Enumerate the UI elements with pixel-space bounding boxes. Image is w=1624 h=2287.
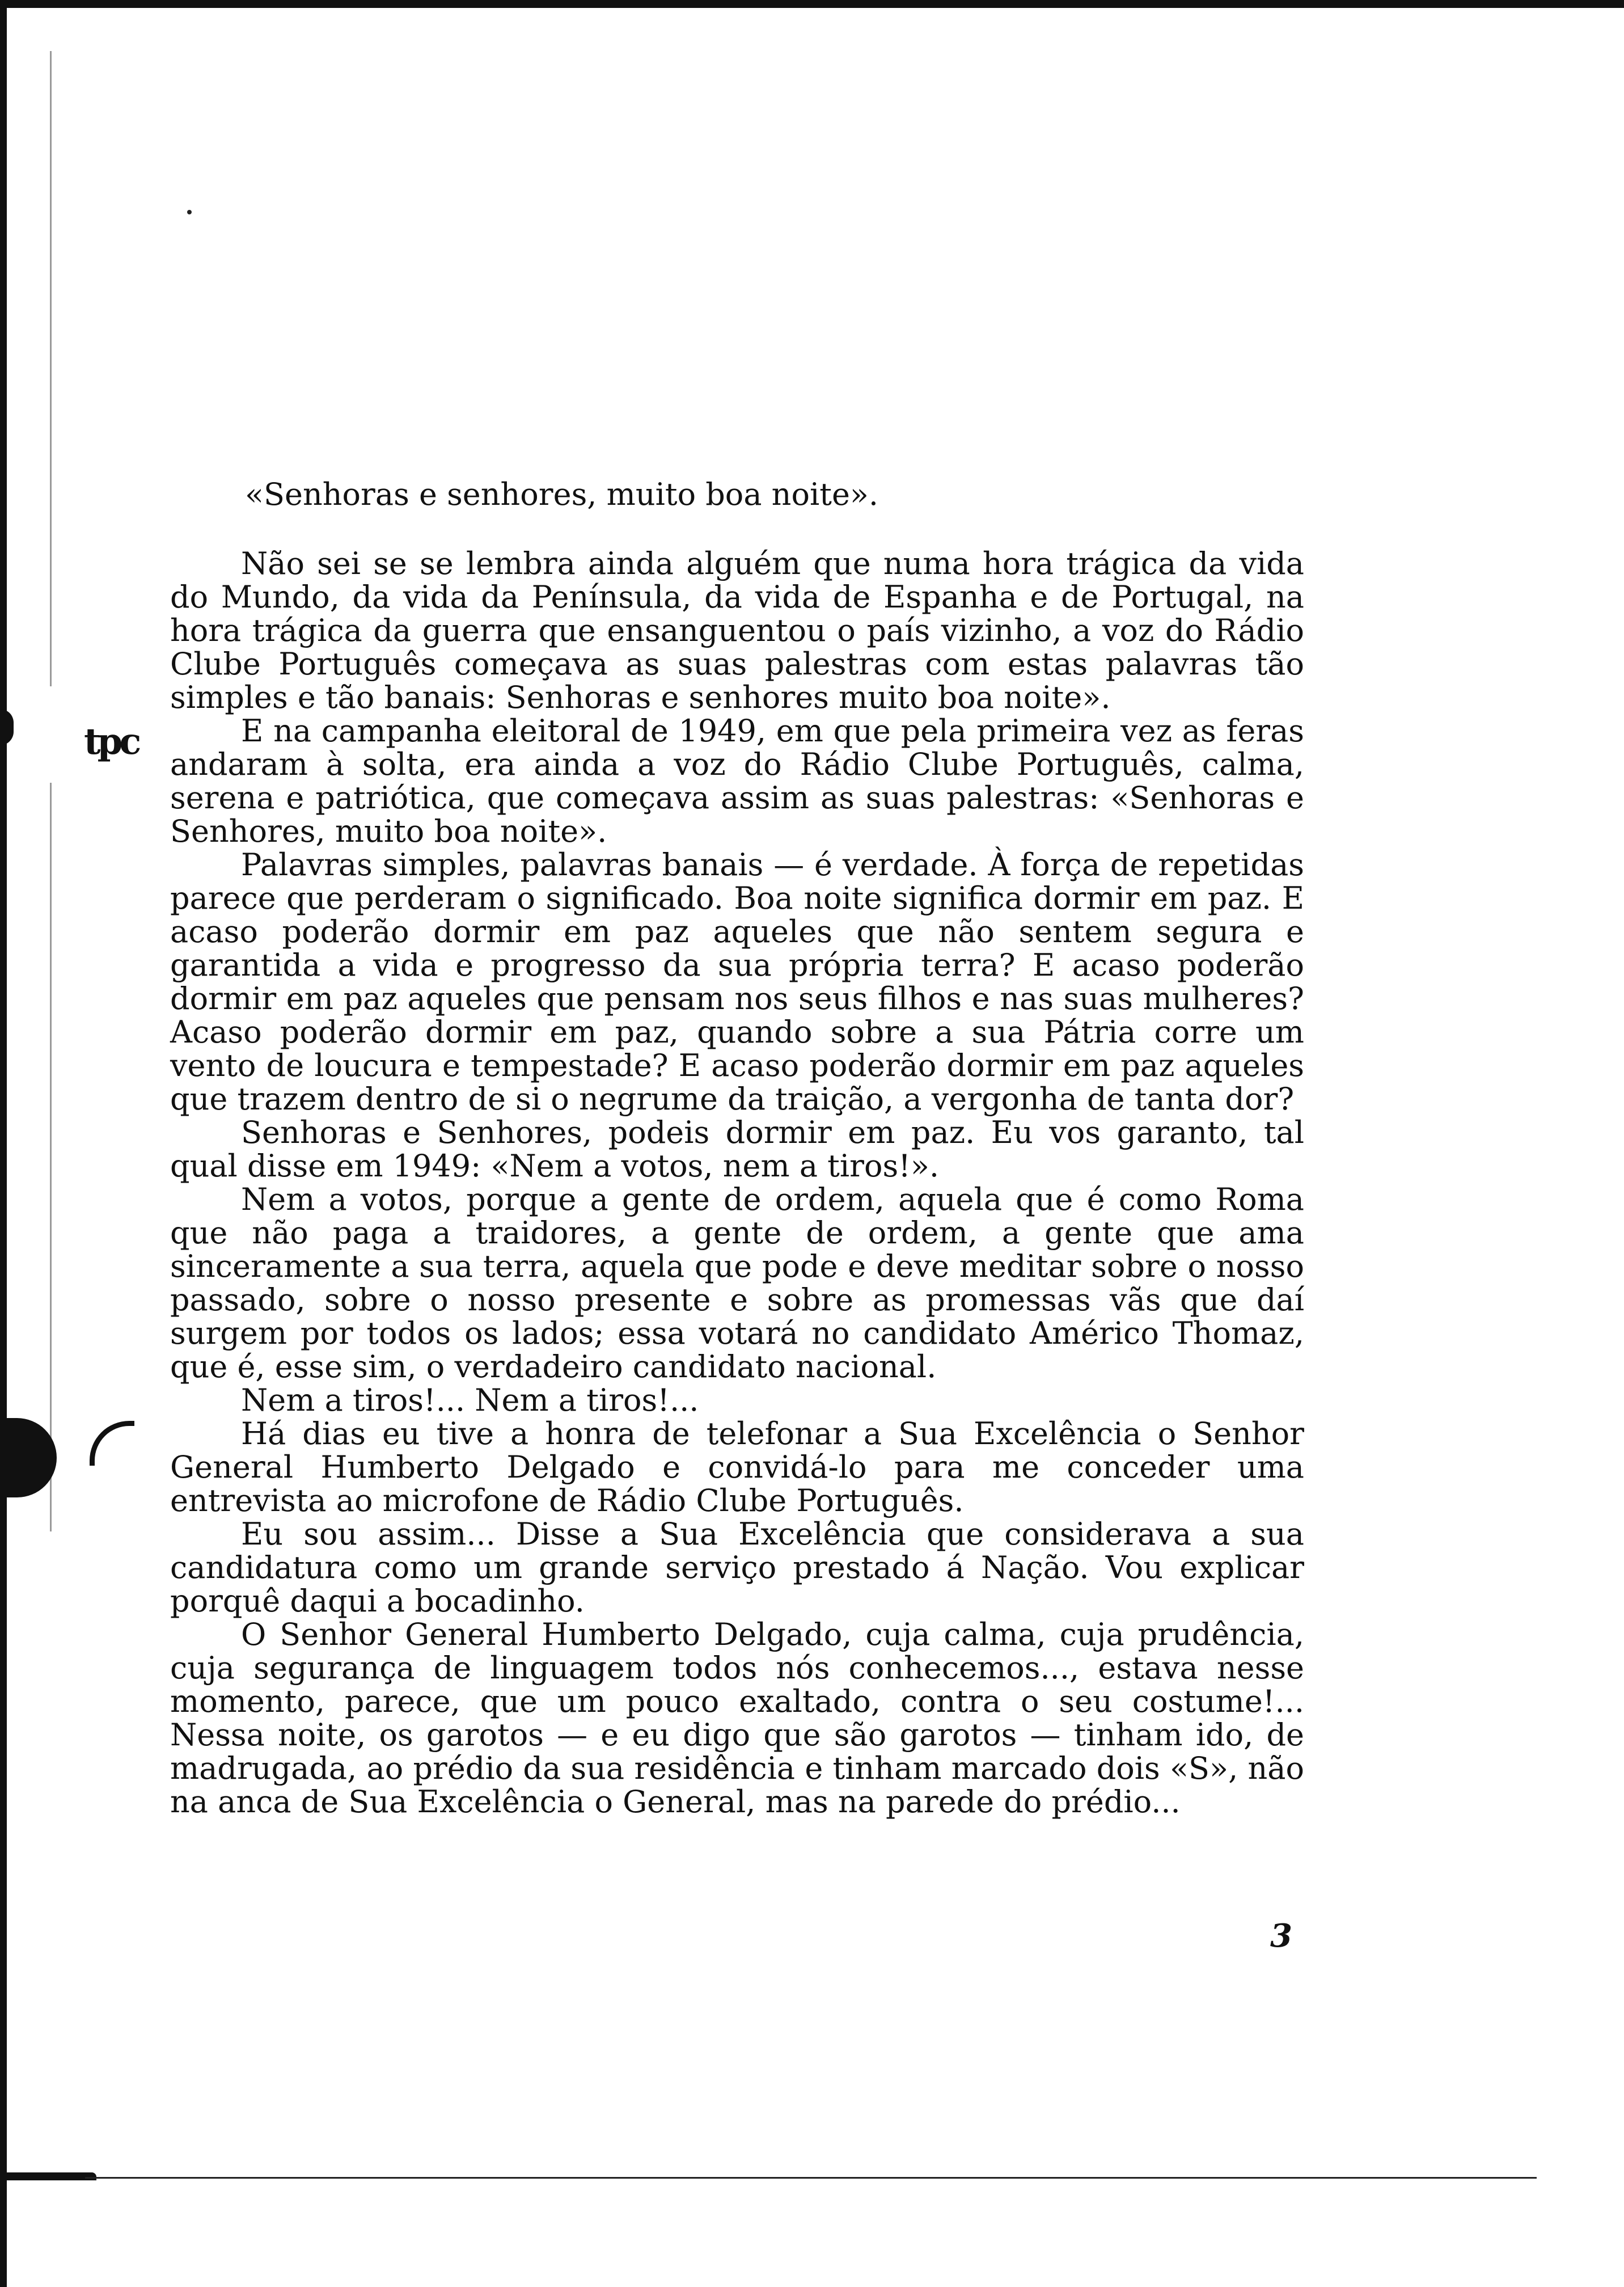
paragraph: Nem a tiros!... Nem a tiros!...: [241, 1382, 699, 1418]
paragraph: O Senhor General Humberto Delgado, cuja calma, cuja prudência, cuja segurança de linguagem todos nós conhecemos..., estava nesse momento, parece, que um pouco exaltado, contra o seu costume!... Nessa noite, os garotos — e eu digo que são garotos — tinham ido, de madrugada, ao prédio da sua residência e tinham marcado dois «S», não na anca de Sua Excelência o General, mas na parede do prédio...: [170, 1617, 1304, 1820]
bottom-rule: [85, 2177, 1537, 2179]
paragraph: Não sei se se lembra ainda alguém que numa hora trágica da vida do Mundo, da vida da Península, da vida de Espanha e de Portugal, na hora trágica da guerra que ensanguentou o país vizinho, a voz do Rádio Clube Português começava as suas palestras com estas palavras tão simples e tão banais: Senhoras e senhores muito boa noite».: [170, 546, 1304, 715]
margin-line: [50, 51, 52, 686]
salutation: «Senhoras e senhores, muito boa noite».: [245, 476, 879, 512]
scan-edge-bottom-corner: [0, 2172, 96, 2180]
punch-hole-upper: [0, 709, 14, 745]
scan-edge-left: [0, 0, 7, 2287]
paragraph: Senhoras e Senhores, podeis dormir em paz. Eu vos garanto, tal qual disse em 1949: «Nem a votos, nem a tiros!».: [170, 1115, 1304, 1184]
margin-arc-mark: [90, 1421, 134, 1466]
document-body: [170, 476, 1304, 1818]
paragraph: Eu sou assim... Disse a Sua Excelência que considerava a sua candidatura como um grande serviço prestado á Nação. Vou explicar porquê daqui a bocadinho.: [170, 1516, 1304, 1619]
margin-line-lower: [50, 783, 52, 1531]
scan-edge-top: [0, 0, 1624, 8]
margin-stamp: tpc: [84, 720, 138, 763]
paragraph: Há dias eu tive a honra de telefonar a Sua Excelência o Senhor General Humberto Delgado e convidá-lo para me conceder uma entrevista ao microfone de Rádio Clube Português.: [170, 1416, 1304, 1518]
punch-hole-lower: [0, 1418, 57, 1497]
paragraph: Nem a votos, porque a gente de ordem, aquela que é como Roma que não paga a traidores, a gente de ordem, a gente que ama sinceramente a sua terra, aquela que pode e deve meditar sobre o nosso passado, sobre o nosso presente e sobre as promessas vãs que daí surgem por todos os lados; essa votará no candidato Américo Thomaz, que é, esse sim, o verdadeiro candidato nacional.: [170, 1182, 1304, 1385]
paragraph: Palavras simples, palavras banais — é verdade. À força de repetidas parece que perderam o significado. Boa noite significa dormir em paz. E acaso poderão dormir em paz aqueles que não sentem segura e garantida a vida e progresso da sua própria terra? E acaso poderão dormir em paz aqueles que pensam nos seus filhos e nas suas mulheres? Acaso poderão dormir em paz, quando sobre a sua Pátria corre um vento de loucura e tempestade? E acaso poderão dormir em paz aqueles que trazem dentro de si o negrume da traição, a vergonha de tanta dor?: [170, 847, 1304, 1117]
paragraph: E na campanha eleitoral de 1949, em que pela primeira vez as feras andaram à solta, era ainda a voz do Rádio Clube Português, calma, serena e patriótica, que começava assim as suas palestras: «Senhoras e Senhores, muito boa noite».: [170, 713, 1304, 849]
scan-speck: [187, 210, 192, 214]
page-number: 3: [1270, 1917, 1292, 1955]
